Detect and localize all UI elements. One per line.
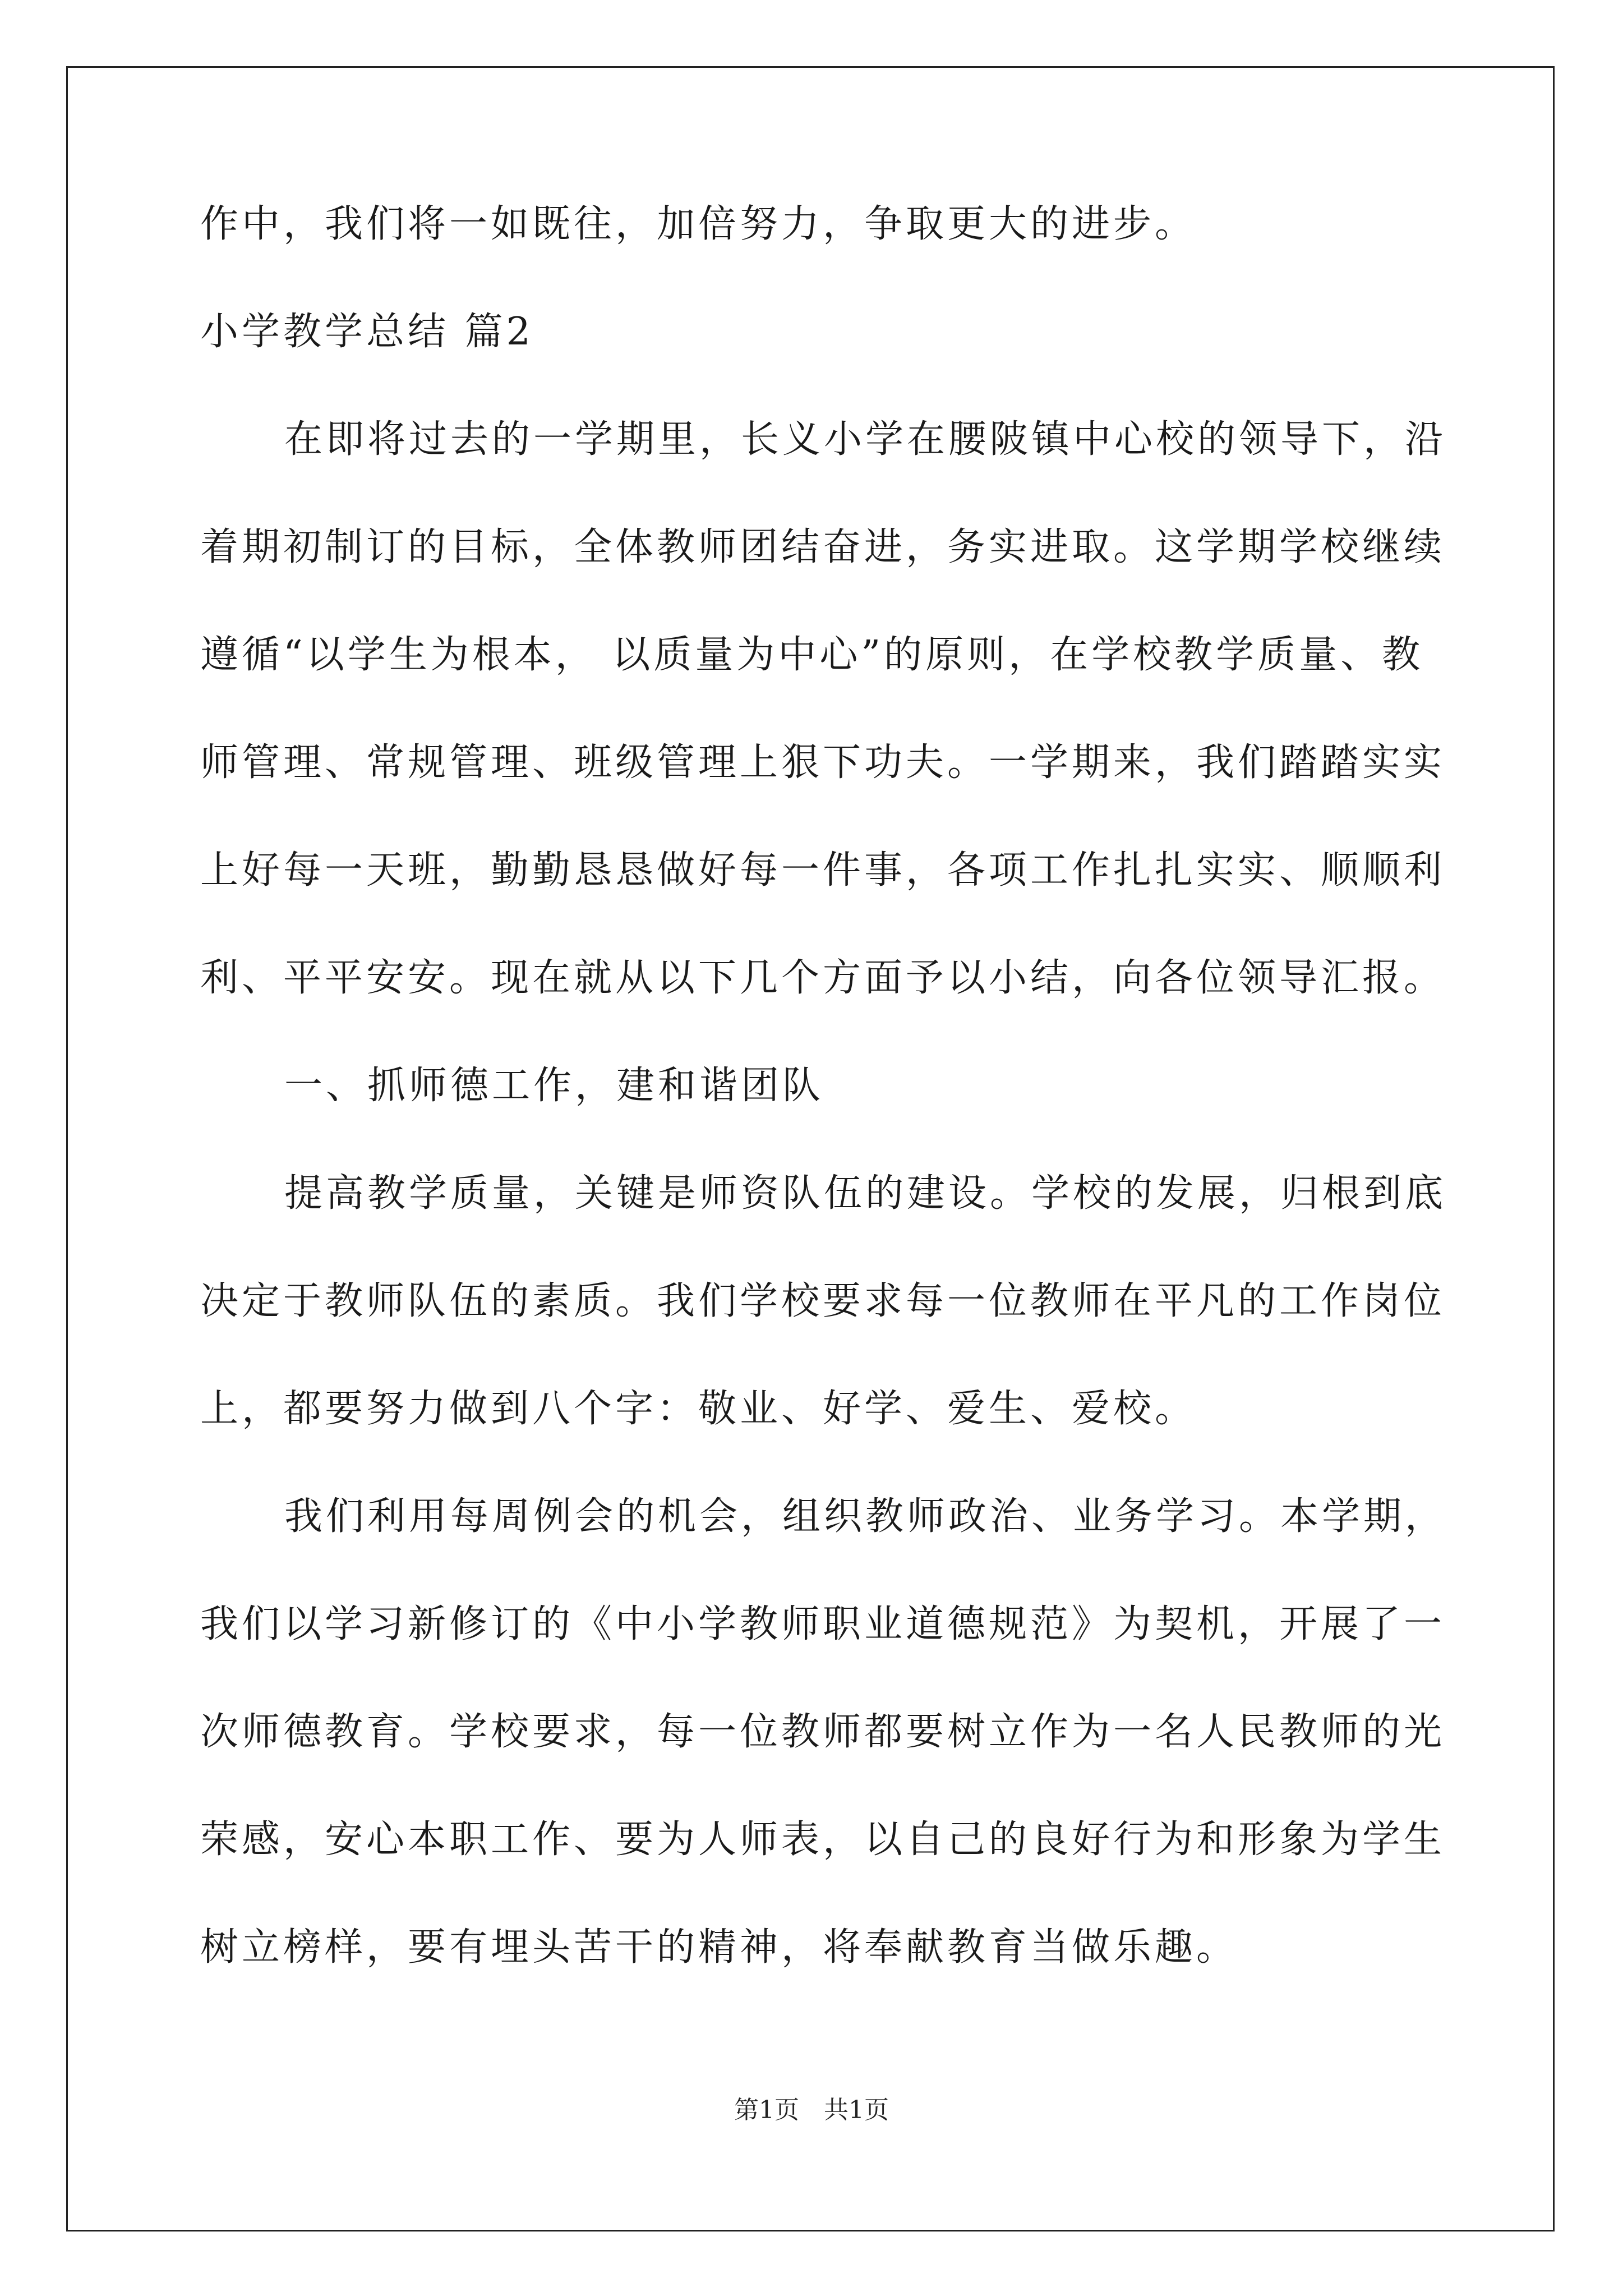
text-line: 上好每一天班，勤勤恳恳做好每一件事，各项工作扎扎实实、顺顺利 [200,848,1446,892]
text-line: 提高教学质量，关键是师资队伍的建设。学校的发展，归根到底 [284,1171,1447,1216]
text-line: 上，都要努力做到八个字：敬业、好学、爱生、爱校。 [200,1387,1197,1431]
document-body [200,202,1447,2036]
text-line: 我们利用每周例会的机会，组织教师政治、业务学习。本学期， [284,1494,1447,1539]
text-line: 决定于教师队伍的素质。我们学校要求每一位教师在平凡的工作岗位 [200,1279,1446,1323]
text-line: 遵循“以学生为根本， 以质量为中心”的原则，在学校教学质量、教 [200,633,1424,677]
text-line: 荣感，安心本职工作、要为人师表，以自己的良好行为和形象为学生 [200,1818,1446,1862]
text-line: 次师德教育。学校要求，每一位教师都要树立作为一名人民教师的光 [200,1710,1446,1754]
text-line: 师管理、常规管理、班级管理上狠下功夫。一学期来，我们踏踏实实 [200,740,1446,785]
text-line: 作中，我们将一如既往，加倍努力，争取更大的进步。 [200,202,1197,246]
subsection-heading: 一、抓师德工作，建和谐团队 [284,1064,824,1108]
page-footer: 第1页 共1页 [734,2096,889,2124]
text-line: 着期初制订的目标，全体教师团结奋进，务实进取。这学期学校继续 [200,525,1446,569]
text-line: 利、平平安安。现在就从以下几个方面予以小结，向各位领导汇报。 [200,956,1446,1000]
section-heading: 小学教学总结 篇2 [200,310,534,354]
text-line: 在即将过去的一学期里，长义小学在腰陂镇中心校的领导下，沿 [284,417,1447,462]
text-line: 树立榜样，要有埋头苦干的精神，将奉献教育当做乐趣。 [200,1925,1238,1970]
text-line: 我们以学习新修订的《中小学教师职业道德规范》为契机，开展了一 [200,1602,1446,1646]
